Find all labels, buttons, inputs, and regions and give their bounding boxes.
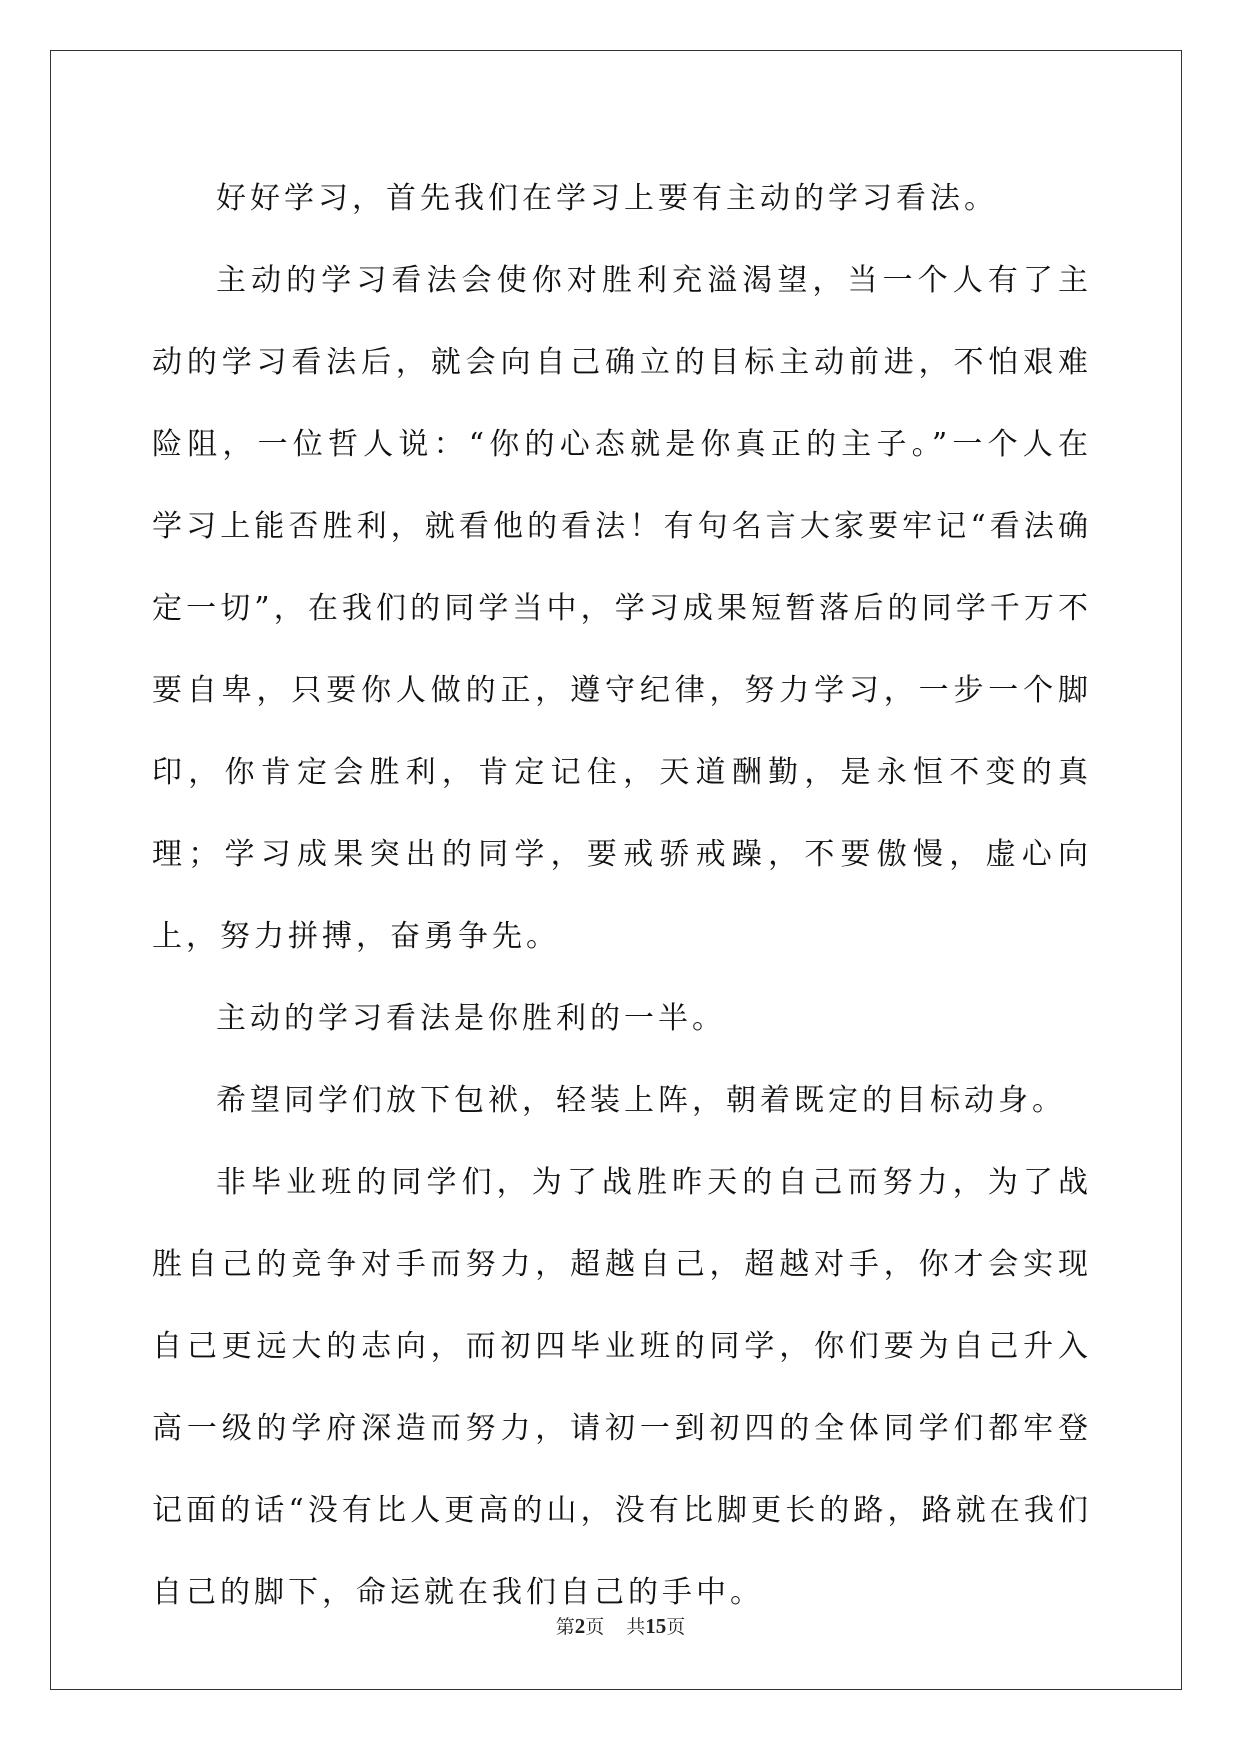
paragraph: 主动的学习看法会使你对胜利充溢渴望，当一个人有了主动的学习看法后，就会向自己确立的目标主动前进，不怕艰难险阻，一位哲人说：“你的心态就是你真正的主子。”一个人在学习上能否胜利，就看他的看法！有句名言大家要牢记“看法确定一切”，在我们的同学当中，学习成果短暂落后的同学千万不要自卑，只要你人做的正，遵守纪律，努力学习，一步一个脚印，你肯定会胜利，肯定记住，天道酬勤，是永恒不变的真理；学习成果突出的同学，要戒骄戒躁，不要傲慢，虚心向上，努力拼搏，奋勇争先。	[152, 263, 1092, 954]
paragraph: 好好学习，首先我们在学习上要有主动的学习看法。	[216, 181, 998, 216]
total-pages: 15	[645, 1614, 667, 1638]
paragraph: 希望同学们放下包袱，轻装上阵，朝着既定的目标动身。	[216, 1083, 1066, 1118]
paragraph: 主动的学习看法是你胜利的一半。	[216, 1001, 726, 1036]
page-suffix: 页	[585, 1616, 605, 1638]
document-body	[152, 158, 1092, 1634]
total-prefix: 共	[626, 1616, 646, 1638]
page-footer	[0, 1612, 1241, 1639]
paragraph: 非毕业班的同学们，为了战胜昨天的自己而努力，为了战胜自己的竞争对手而努力，超越自己，超越对手，你才会实现自己更远大的志向，而初四毕业班的同学，你们要为自己升入高一级的学府深造而努力，请初一到初四的全体同学们都牢登记面的话“没有比人更高的山，没有比脚更长的路，路就在我们自己的脚下，命运就在我们自己的手中。	[152, 1165, 1092, 1610]
page-prefix: 第	[555, 1616, 575, 1638]
total-suffix: 页	[666, 1616, 686, 1638]
page-number: 2	[574, 1614, 586, 1638]
